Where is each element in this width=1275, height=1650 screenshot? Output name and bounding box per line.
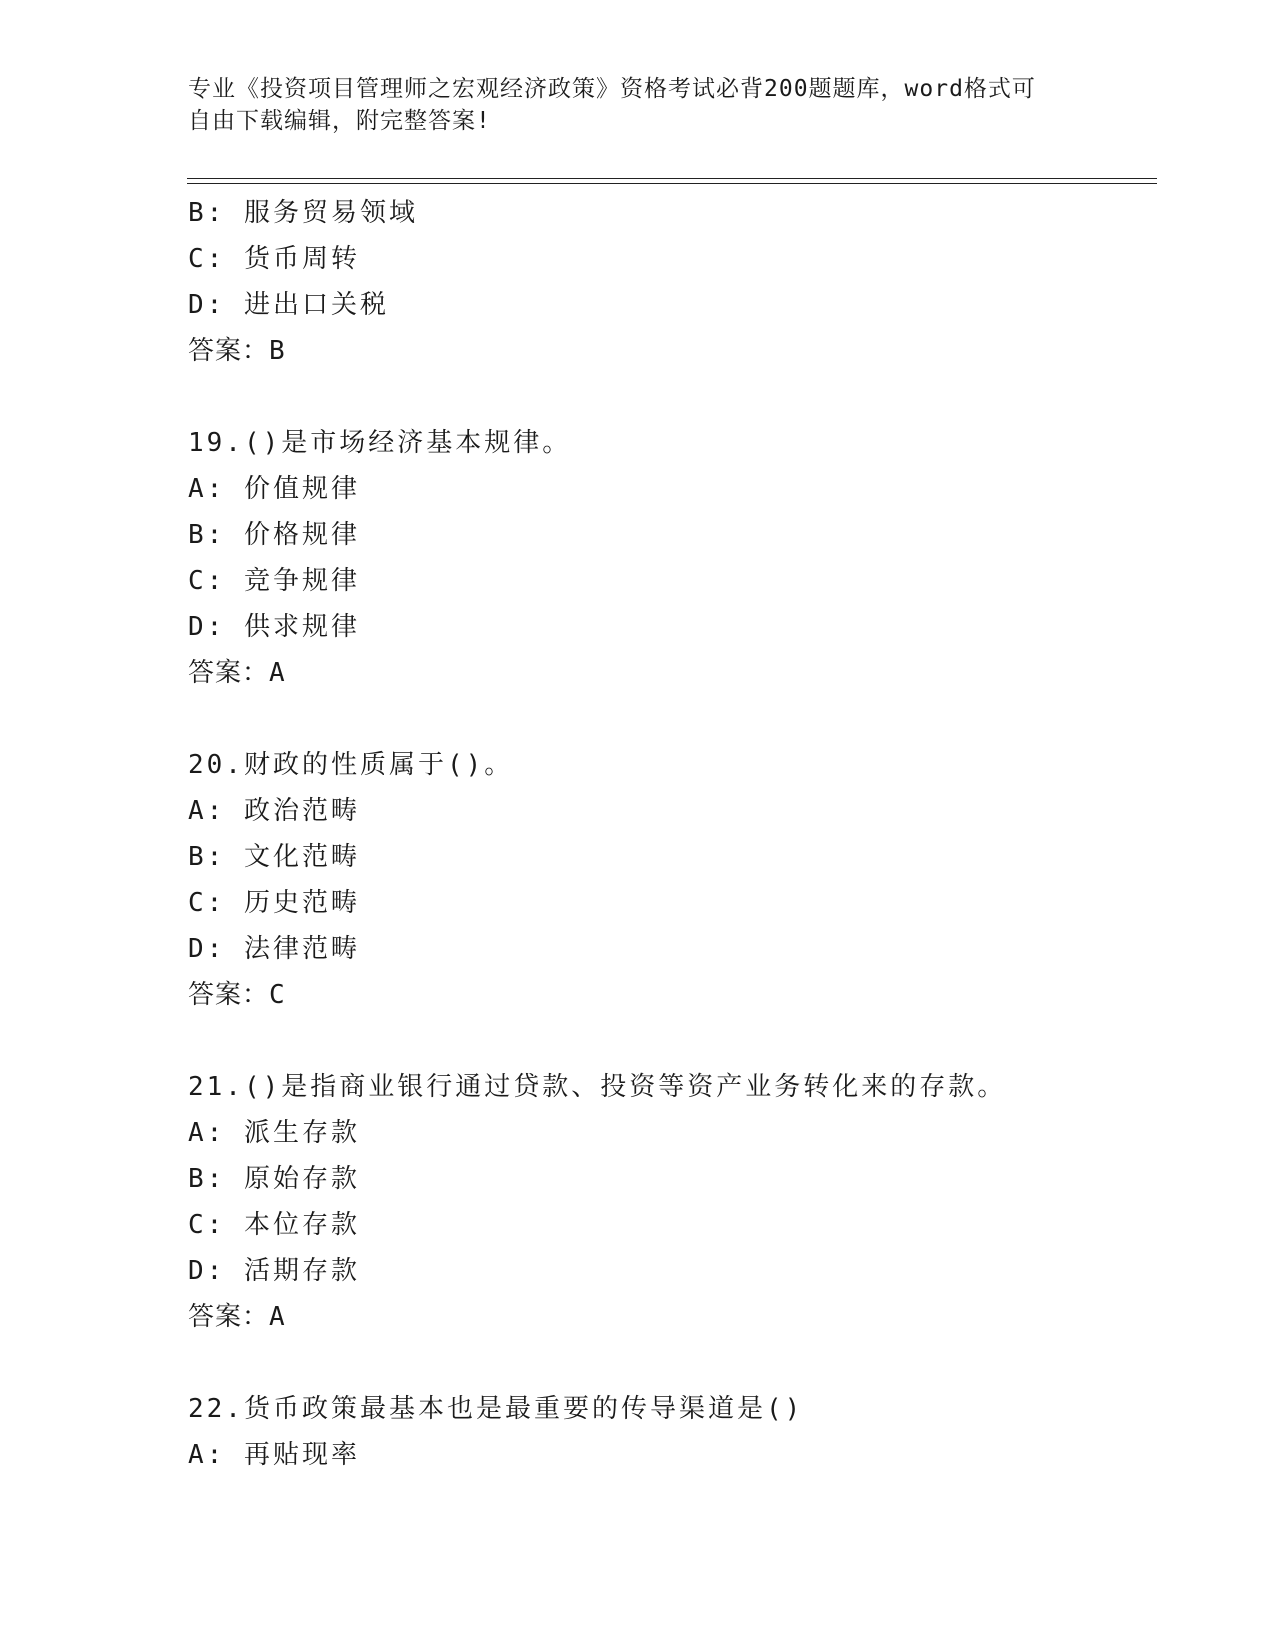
question-19 <box>188 420 1168 696</box>
option-c: C: 本位存款 <box>188 1210 360 1240</box>
question-stem: 21.()是指商业银行通过贷款、投资等资产业务转化来的存款。 <box>188 1072 1007 1102</box>
option-d: D: 活期存款 <box>188 1256 360 1286</box>
option-a: A: 政治范畴 <box>188 796 360 826</box>
option-d: D: 法律范畴 <box>188 934 360 964</box>
option-a: A: 派生存款 <box>188 1118 360 1148</box>
option-b: B: 价格规律 <box>188 520 360 550</box>
question-21 <box>188 1064 1168 1340</box>
header-line-1: 专业《投资项目管理师之宏观经济政策》资格考试必背200题题库，word格式可 <box>188 76 1036 102</box>
header-divider-bottom <box>187 183 1157 184</box>
spacer <box>188 1340 1168 1386</box>
option-c: C: 竞争规律 <box>188 566 360 596</box>
option-a: A: 再贴现率 <box>188 1440 360 1470</box>
option-c: C: 历史范畴 <box>188 888 360 918</box>
answer-line: 答案：B <box>188 336 286 366</box>
option-d: D: 进出口关税 <box>188 290 389 320</box>
question-18-continuation <box>188 190 1168 374</box>
header-line-2: 自由下载编辑，附完整答案! <box>188 108 491 134</box>
question-22 <box>188 1386 1168 1478</box>
answer-line: 答案：A <box>188 1302 286 1332</box>
question-stem: 19.()是市场经济基本规律。 <box>188 428 572 458</box>
spacer <box>188 374 1168 420</box>
question-20 <box>188 742 1168 1018</box>
answer-line: 答案：C <box>188 980 286 1010</box>
spacer <box>188 696 1168 742</box>
option-a: A: 价值规律 <box>188 474 360 504</box>
option-b: B: 文化范畴 <box>188 842 360 872</box>
header-divider-top <box>187 178 1157 179</box>
option-b: B: 原始存款 <box>188 1164 360 1194</box>
answer-line: 答案：A <box>188 658 286 688</box>
document-header <box>188 73 1068 137</box>
option-c: C: 货币周转 <box>188 244 360 274</box>
question-list <box>188 190 1168 1478</box>
question-stem: 22.货币政策最基本也是最重要的传导渠道是() <box>188 1394 804 1424</box>
spacer <box>188 1018 1168 1064</box>
option-d: D: 供求规律 <box>188 612 360 642</box>
question-stem: 20.财政的性质属于()。 <box>188 750 514 780</box>
option-b: B: 服务贸易领域 <box>188 198 418 228</box>
